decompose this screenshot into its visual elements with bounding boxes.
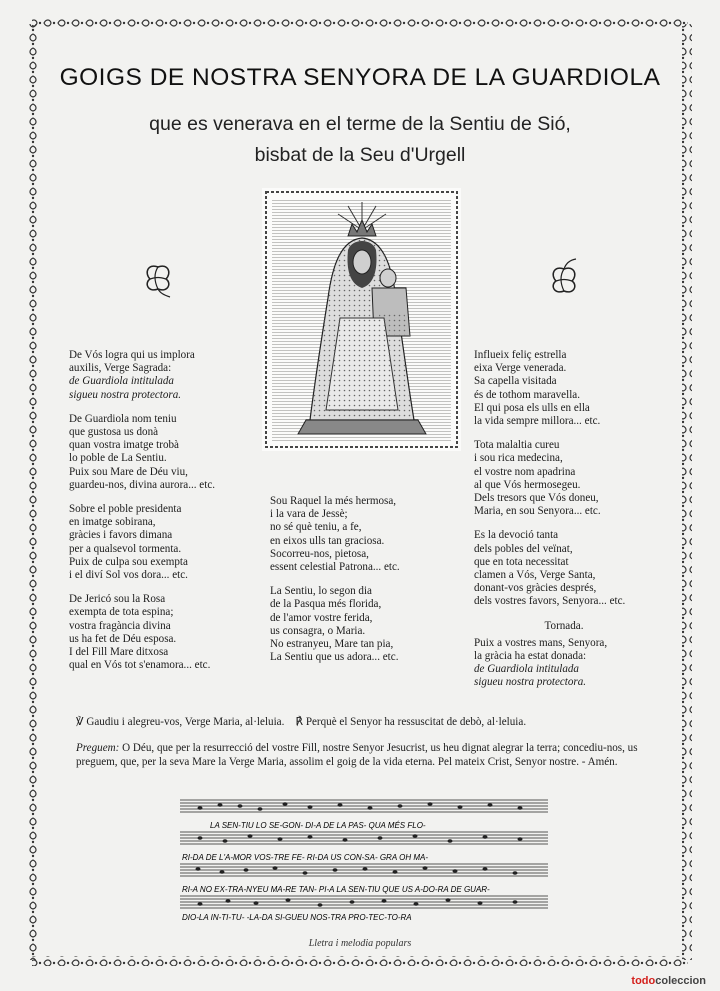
verse-line: Es la devoció tanta (474, 529, 559, 542)
verse-block (474, 439, 674, 518)
verse-line: De Guardiola nom teniu (69, 412, 177, 425)
verse-line: quan vostra imatge trobà (69, 439, 179, 452)
verse-line: El qui posa els ulls en ella (474, 401, 590, 414)
verse-line: exempta de tota espina; (69, 606, 174, 619)
verse-line: i el diví Sol vos dora... etc. (69, 569, 188, 582)
verse-line: de Guardiola intitulada (474, 663, 579, 676)
music-lyrics-line: RI-DA DE L'A-MOR VOS-TRE FE- RI-DA US CON-SA- GRA OH MA- (182, 853, 428, 862)
verse-line: us consagra, o Maria. (270, 624, 366, 637)
verse-block (69, 349, 269, 402)
verse-line: en eixos ulls tan graciosa. (270, 534, 385, 547)
versicle-text: Gaudiu i alegreu-vos, Verge Maria, al·leluia. (86, 716, 285, 728)
verse-line: I del Fill Mare ditxosa (69, 646, 169, 659)
prayer-label: Preguem: (76, 742, 120, 754)
music-lyrics-line: RI-A NO EX-TRA-NYEU MA-RE TAN- PI-A LA SEN-TIU QUE US A-DO-RA DE GUAR- (182, 885, 490, 894)
verse-line: Dels tresors que Vós doneu, (474, 492, 599, 505)
verse-line: qual en Vós tot s'enamora... etc. (69, 659, 211, 672)
tornada-block (474, 620, 674, 690)
verse-line: de l'amor vostre ferida, (270, 611, 373, 624)
verse-line: De Jericó sou la Rosa (69, 593, 166, 606)
verse-line: de Guardiola intitulada (69, 375, 174, 388)
music-lyrics-line: DIO-LA IN-TI-TU- -LA-DA SI-GUEU NOS-TRA PRO-TEC-TO-RA (182, 913, 412, 920)
verse-block (69, 413, 269, 492)
verse-line: la gràcia ha estat donada: (474, 650, 587, 663)
verse-block (474, 529, 674, 608)
verse-line: Maria, en sou Senyora... etc. (474, 505, 601, 518)
verse-line: lo poble de La Sentiu. (69, 452, 167, 465)
flower-ornament-left-icon (140, 257, 176, 299)
verse-line: donant-vos gràcies després, (474, 582, 597, 595)
verse-line: Influeix feliç estrella (474, 349, 567, 361)
response-text: Perquè el Senyor ha ressuscitat de debò, al·leluia. (305, 716, 527, 728)
verse-line: Puix a vostres mans, Senyora, (474, 636, 608, 649)
prayer-paragraph (76, 741, 662, 769)
verses-right-column (474, 349, 674, 701)
verse-line: i sou rica medecina, (474, 452, 563, 465)
versicle-response (76, 715, 526, 728)
verse-block (474, 349, 674, 428)
verse-line: Sobre el poble presidenta (69, 503, 182, 516)
watermark-rest: coleccion (655, 975, 706, 987)
verses-left-column (69, 349, 269, 683)
verse-line: vostra fragància divina (69, 619, 171, 632)
verse-line: dels vostres favors, Senyora... etc. (474, 595, 626, 608)
verse-line: que gustosa us donà (69, 426, 159, 439)
flower-ornament-right-icon (546, 257, 582, 299)
verse-line: us ha fet de Déu esposa. (69, 632, 177, 645)
prayer-text: O Déu, que per la resurrecció del vostre Fill, nostre Senyor Jesucrist, us heu dignat alegrar la terra; concediu-nos, us preguem, que, per la seva Mare la Verge Maria, assolim el goig de la vida eterna. Pel mateix Crist, Senyor nostre. - Amén. (76, 742, 638, 769)
verse-line: clamen a Vós, Verge Santa, (474, 569, 596, 582)
verse-line: no sé què teniu, a fe, (270, 521, 362, 534)
verse-line: Puix sou Mare de Déu viu, (69, 465, 188, 478)
verse-line: essent celestial Patrona... etc. (270, 561, 400, 574)
verse-block (270, 585, 470, 664)
verse-line: De Vós logra qui us implora (69, 349, 195, 361)
verse-line: per a qualsevol tormenta. (69, 542, 182, 555)
verse-block (270, 495, 470, 574)
response-symbol: ℟ (295, 716, 304, 728)
verse-line: No estranyeu, Mare tan pia, (270, 638, 394, 651)
tornada-heading: Tornada. (544, 619, 584, 632)
verse-line: La Sentiu, lo segon dia (270, 585, 372, 598)
verse-block (69, 593, 269, 672)
verse-line: el vostre nom apadrina (474, 465, 576, 478)
subtitle-line-2: bisbat de la Seu d'Urgell (254, 144, 466, 166)
verse-line: en imatge sobirana, (69, 516, 156, 529)
verse-line: auxilis, Verge Sagrada: (69, 362, 172, 375)
verse-line: La Sentiu que us adora... etc. (270, 651, 399, 664)
verse-line: guardeu-nos, divina aurora... etc. (69, 478, 216, 491)
verse-line: Sa capella visitada (474, 375, 557, 388)
verse-block (69, 503, 269, 582)
verse-line: la vida sempre millora... etc. (474, 415, 601, 428)
verse-line: sigueu nostra protectora. (69, 388, 182, 401)
verse-line: és de tothom maravella. (474, 388, 580, 401)
verse-line: de la Pasqua més florida, (270, 598, 382, 611)
versicle-symbol: ℣ (76, 716, 84, 728)
verse-line: sigueu nostra protectora. (474, 676, 587, 689)
music-score (180, 798, 548, 920)
page-title: GOIGS DE NOSTRA SENYORA DE LA GUARDIOLA (59, 64, 661, 91)
credit-line: Lletra i melodia populars (308, 938, 412, 949)
verse-line: gràcies i favors dimana (69, 529, 173, 542)
verses-middle-column (270, 495, 470, 675)
verse-line: i la vara de Jessè; (270, 508, 348, 521)
music-lyrics-line: LA SEN-TIU LO SE-GON- DI-A DE LA PAS- QUA MÉS FLO- (210, 821, 426, 830)
verse-line: Tota malaltia cureu (474, 439, 560, 452)
verse-line: Socorreu-nos, pietosa, (270, 547, 369, 560)
verse-line: dels pobles del veïnat, (474, 542, 573, 555)
watermark-logo (631, 975, 706, 987)
verse-line: Sou Raquel la més hermosa, (270, 495, 397, 507)
virgin-engraving-image (262, 188, 461, 451)
watermark-brand: todo (631, 975, 656, 987)
verse-line: que en tota necessitat (474, 555, 569, 568)
verse-line: al que Vós hermosegeu. (474, 478, 581, 491)
subtitle-line-1: que es venerava en el terme de la Sentiu de Sió, (149, 113, 571, 135)
verse-line: Puix de culpa sou exempta (69, 555, 188, 568)
verse-line: eixa Verge venerada. (474, 362, 567, 375)
